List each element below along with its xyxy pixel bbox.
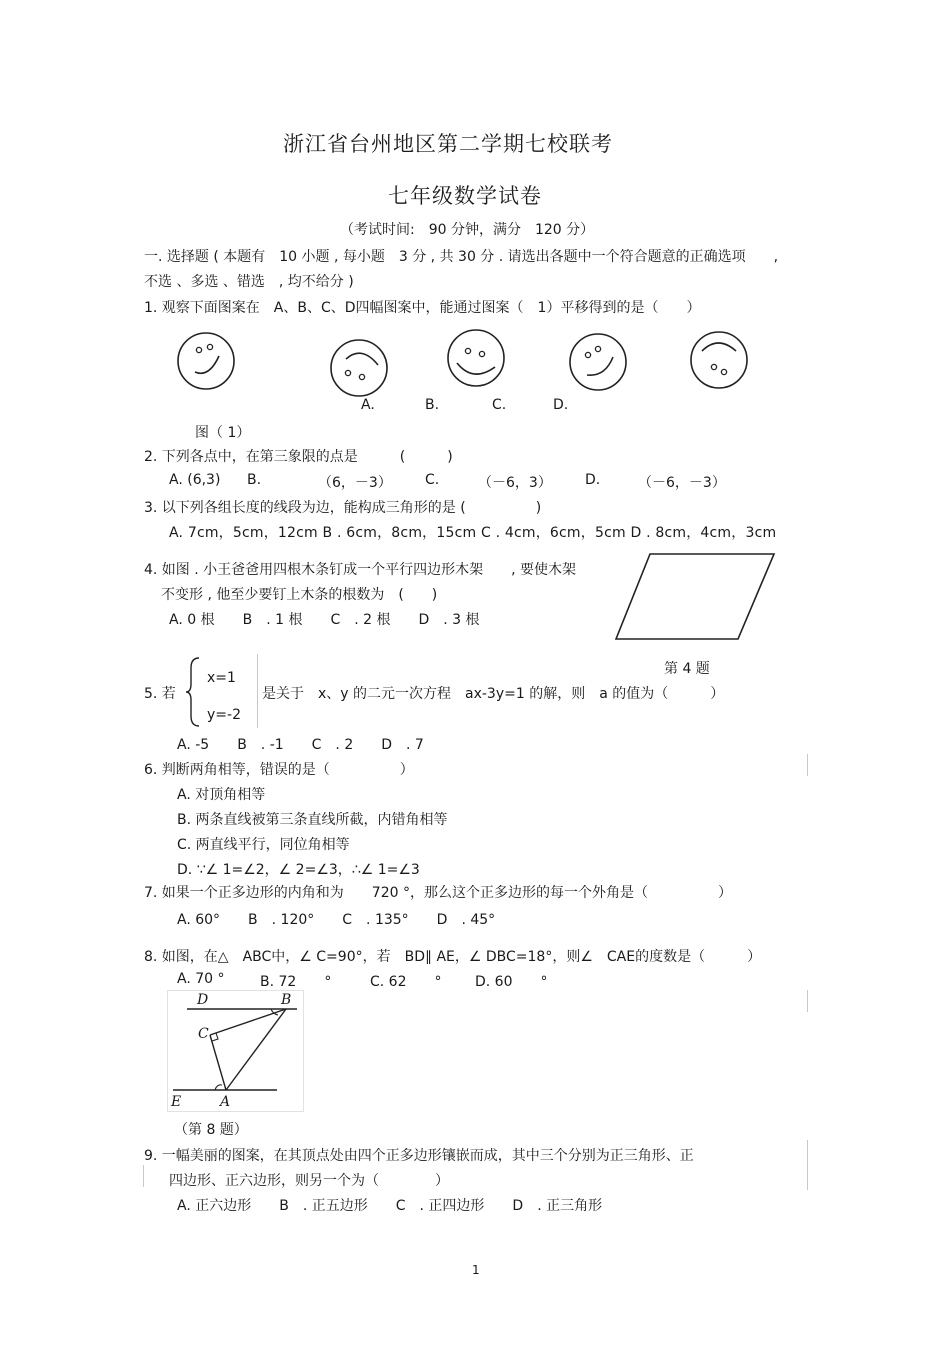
question-3-stem: 3. 以下列各组长度的线段为边，能构成三角形的是 ( ) bbox=[144, 500, 542, 516]
question-2-option-d-label: D. bbox=[585, 472, 601, 488]
point-e-label: E bbox=[171, 1094, 182, 1110]
parallelogram-figure bbox=[610, 548, 780, 644]
option-a-label: A. bbox=[361, 397, 375, 413]
question-5-options: A. -5 B . -1 C . 2 D . 7 bbox=[177, 737, 424, 753]
question-7-stem: 7. 如果一个正多边形的内角和为 720 °，那么这个正多边形的每一个外角是（ ） bbox=[144, 885, 732, 901]
brace-icon bbox=[185, 656, 205, 728]
point-d-label: D bbox=[197, 992, 209, 1008]
margin-rule bbox=[807, 754, 808, 776]
margin-rule-2 bbox=[807, 990, 808, 1012]
section-instructions-line2: 不选 、多选 、错选 , 均不给分 ) bbox=[144, 274, 354, 290]
question-6-option-d: D. ∵∠ 1=∠2，∠ 2=∠3，∴∠ 1=∠3 bbox=[177, 862, 420, 878]
equation-y: y=-2 bbox=[207, 707, 241, 723]
equation-x: x=1 bbox=[207, 670, 236, 686]
question-9-line2: 四边形、正六边形，则另一个为（ ） bbox=[169, 1173, 449, 1189]
question-2-option-b: （6，－3） bbox=[318, 475, 392, 491]
triangle-figure bbox=[167, 990, 302, 1110]
margin-rule-4 bbox=[143, 1165, 144, 1187]
question-7-options: A. 60° B . 120° C . 135° D . 45° bbox=[177, 912, 496, 928]
question-2-option-a: A. (6,3) bbox=[169, 472, 221, 488]
question-8-option-a: A. 70 ° bbox=[177, 971, 225, 987]
point-b-label: B bbox=[281, 992, 292, 1008]
option-c-smiley bbox=[567, 331, 629, 393]
page-subtitle: 七年级数学试卷 bbox=[388, 184, 542, 208]
point-c-label: C bbox=[198, 1026, 209, 1042]
question-2-option-d: （－6，－3） bbox=[638, 475, 726, 491]
option-d-smiley bbox=[688, 329, 750, 391]
question-4-line1: 4. 如图 . 小王爸爸用四根木条钉成一个平行四边形木架 , 要使木架 bbox=[144, 562, 577, 578]
question-4-line2: 不变形 , 他至少要钉上木条的根数为 ( ) bbox=[161, 587, 438, 603]
question-6-option-a: A. 对顶角相等 bbox=[177, 787, 266, 803]
question-4-caption: 第 4 题 bbox=[664, 661, 710, 677]
option-d-label: D. bbox=[553, 397, 569, 413]
question-8-option-d: D. 60 ° bbox=[475, 974, 548, 990]
question-1-stem: 1. 观察下面图案在 A、B、C、D四幅图案中，能通过图案（ 1）平移得到的是（ ） bbox=[144, 300, 701, 316]
question-6-option-b: B. 两条直线被第三条直线所截，内错角相等 bbox=[177, 812, 448, 828]
margin-rule-3 bbox=[807, 1140, 808, 1190]
figure-1-smiley bbox=[175, 330, 237, 392]
option-b-label: B. bbox=[425, 397, 440, 413]
question-2-option-c: （－6，3） bbox=[478, 475, 552, 491]
question-8-stem: 8. 如图，在△ ABC中，∠ C=90°，若 BD∥ AE，∠ DBC=18°，则∠ CAE的度数是（ ） bbox=[144, 949, 762, 965]
question-3-options: A. 7cm，5cm，12cm B . 6cm，8cm，15cm C . 4cm，6cm，5cm D . 8cm，4cm，3cm bbox=[169, 525, 777, 541]
option-a-smiley bbox=[328, 337, 390, 399]
question-9-options: A. 正六边形 B . 正五边形 C . 正四边形 D . 正三角形 bbox=[177, 1198, 603, 1214]
question-5-stem: 是关于 x、y 的二元一次方程 ax-3y=1 的解，则 a 的值为（ ） bbox=[262, 686, 725, 702]
figure-1-caption: 图（ 1） bbox=[195, 425, 251, 441]
question-6-stem: 6. 判断两角相等，错误的是（ ） bbox=[144, 762, 414, 778]
question-2-option-b-label: B. bbox=[247, 472, 262, 488]
question-2-option-c-label: C. bbox=[425, 472, 440, 488]
page-title: 浙江省台州地区第二学期七校联考 bbox=[283, 132, 613, 156]
question-5-prefix: 5. 若 bbox=[144, 686, 176, 702]
equation-box-rule bbox=[257, 654, 258, 728]
exam-info: （考试时间: 90 分钟，满分 120 分） bbox=[340, 222, 595, 238]
page-number: 1 bbox=[472, 1263, 480, 1277]
option-b-smiley bbox=[445, 327, 507, 389]
section-instructions-line1: 一. 选择题 ( 本题有 10 小题 , 每小题 3 分 , 共 30 分 . 请选出各题中一个符合题意的正确选项 , bbox=[144, 249, 779, 265]
question-2-stem: 2. 下列各点中，在第三象限的点是 ( ) bbox=[144, 449, 453, 465]
point-a-label: A bbox=[220, 1094, 231, 1110]
question-9-line1: 9. 一幅美丽的图案，在其顶点处由四个正多边形镶嵌而成，其中三个分别为正三角形、正 bbox=[144, 1148, 694, 1164]
option-c-label: C. bbox=[492, 397, 507, 413]
question-8-option-c: C. 62 ° bbox=[370, 974, 442, 990]
question-8-option-b: B. 72 ° bbox=[260, 974, 332, 990]
question-8-caption: （第 8 题） bbox=[174, 1122, 248, 1138]
question-4-options: A. 0 根 B . 1 根 C . 2 根 D . 3 根 bbox=[169, 612, 480, 628]
question-6-option-c: C. 两直线平行，同位角相等 bbox=[177, 837, 350, 853]
